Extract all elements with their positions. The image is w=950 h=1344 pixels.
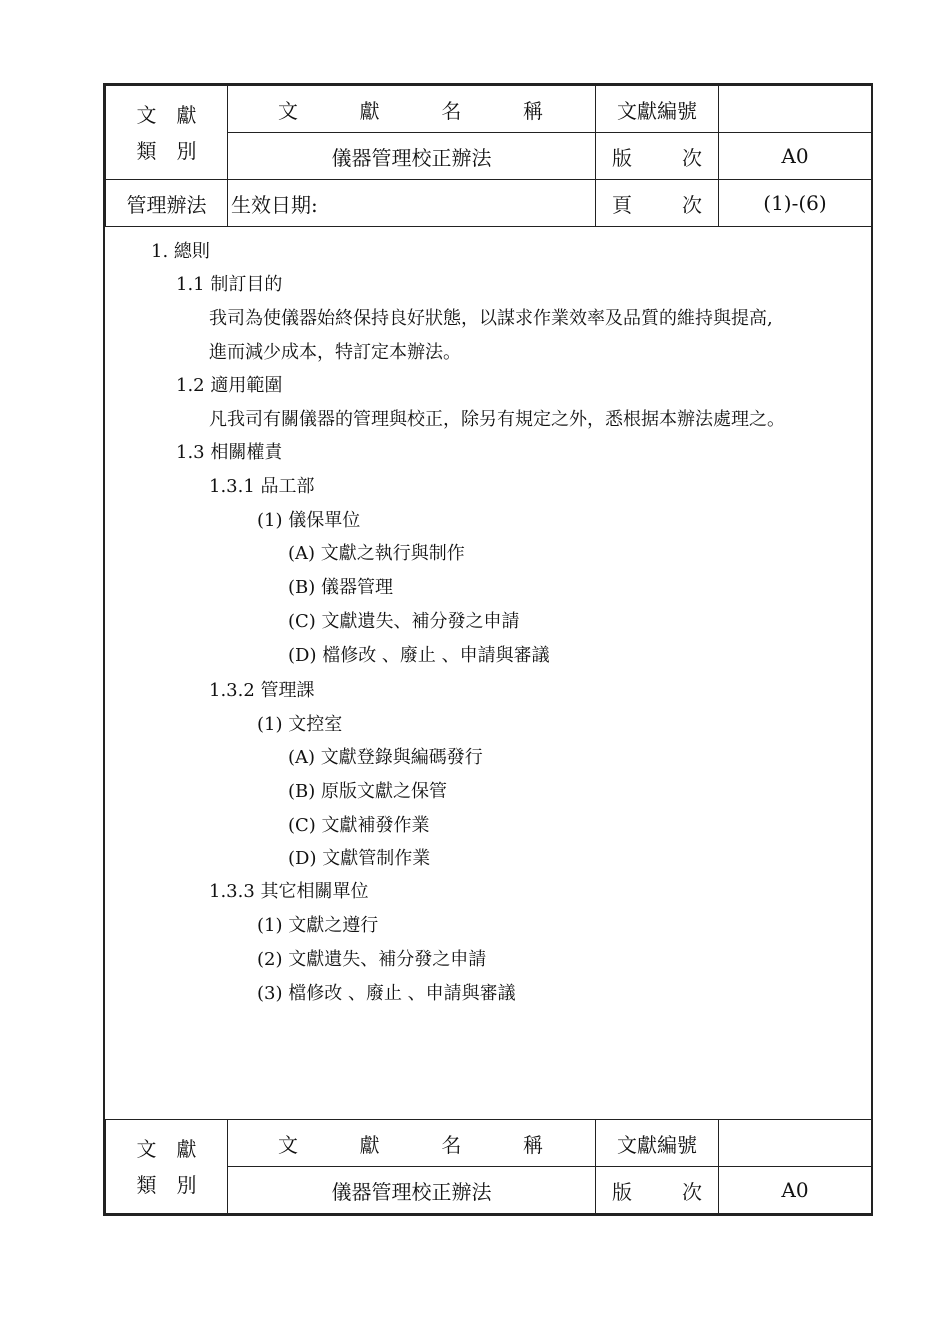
name-label-char: 稱 bbox=[522, 98, 543, 123]
version-label-char: 次 bbox=[682, 145, 702, 170]
list-item: (A) 文獻之執行與制作 bbox=[288, 543, 465, 564]
list-item: (D) 文獻管制作業 bbox=[288, 848, 431, 869]
list-item: (1) 文獻之遵行 bbox=[257, 915, 379, 936]
list-item: (A) 文獻登錄與編碼發行 bbox=[288, 747, 483, 768]
subsection-heading: 1.2 適用範圍 bbox=[176, 375, 283, 396]
version-label-cell bbox=[596, 133, 719, 180]
list-item: (B) 儀器管理 bbox=[288, 577, 393, 598]
name-label-char: 獻 bbox=[359, 1132, 380, 1157]
name-label-char: 名 bbox=[441, 1132, 462, 1157]
version-label-char: 次 bbox=[682, 1179, 702, 1204]
list-item: (1) 文控室 bbox=[257, 714, 343, 735]
name-label-char: 文 bbox=[278, 1132, 298, 1157]
header-table bbox=[105, 85, 872, 227]
list-item: (1) 儀保單位 bbox=[257, 510, 361, 531]
paragraph-line: 我司為使儀器始終保持良好狀態，以謀求作業效率及品質的維持與提高, bbox=[209, 308, 773, 329]
name-label-char: 獻 bbox=[359, 98, 380, 123]
footer-table bbox=[105, 1119, 872, 1214]
page-value: (1)-(6) bbox=[719, 180, 872, 227]
category-label-line2: 類 別 bbox=[136, 138, 197, 163]
doc-number-label: 文獻編號 bbox=[596, 1120, 719, 1167]
paragraph-line: 凡我司有關儀器的管理與校正，除另有規定之外，悉根据本辦法處理之。 bbox=[209, 409, 785, 430]
list-item: (D) 檔修改 、廢止 、申請與審議 bbox=[288, 645, 550, 666]
subsubsection-heading: 1.3.2 管理課 bbox=[209, 680, 315, 701]
section-heading: 1. 總則 bbox=[151, 241, 210, 262]
page-label-cell bbox=[596, 180, 719, 227]
list-item: (3) 檔修改 、廢止 、申請與審議 bbox=[257, 983, 516, 1004]
version-label-cell bbox=[596, 1167, 719, 1214]
subsection-heading: 1.1 制訂目的 bbox=[176, 274, 283, 295]
category-label-line2: 類 別 bbox=[136, 1172, 197, 1197]
doc-number-value bbox=[719, 1120, 872, 1167]
list-item: (C) 文獻補發作業 bbox=[288, 815, 430, 836]
page-label-char: 頁 bbox=[612, 192, 632, 217]
version-value: A0 bbox=[719, 133, 872, 180]
doc-number-value bbox=[719, 86, 872, 133]
subsection-heading: 1.3 相關權責 bbox=[176, 442, 283, 463]
category-label-line1: 文 獻 bbox=[136, 1136, 197, 1161]
list-item: (2) 文獻遺失、補分發之申請 bbox=[257, 949, 487, 970]
category-value: 管理辦法 bbox=[106, 180, 228, 227]
name-label-char: 文 bbox=[278, 98, 298, 123]
effective-date-label: 生效日期: bbox=[228, 180, 596, 227]
name-label-cell bbox=[228, 86, 596, 133]
version-label-char: 版 bbox=[612, 145, 632, 170]
subsubsection-heading: 1.3.1 品工部 bbox=[209, 476, 315, 497]
version-value: A0 bbox=[719, 1167, 872, 1214]
list-item: (B) 原版文獻之保管 bbox=[288, 781, 447, 802]
name-label-cell bbox=[228, 1120, 596, 1167]
paragraph-line: 進而減少成本，特訂定本辦法。 bbox=[209, 342, 461, 363]
version-label-char: 版 bbox=[612, 1179, 632, 1204]
category-label-line1: 文 獻 bbox=[136, 102, 197, 127]
name-label-char: 稱 bbox=[522, 1132, 543, 1157]
doc-title: 儀器管理校正辦法 bbox=[228, 1167, 596, 1214]
name-label-char: 名 bbox=[441, 98, 462, 123]
subsubsection-heading: 1.3.3 其它相關單位 bbox=[209, 881, 369, 902]
page-label-char: 次 bbox=[682, 192, 702, 217]
doc-title: 儀器管理校正辦法 bbox=[228, 133, 596, 180]
list-item: (C) 文獻遺失、補分發之申請 bbox=[288, 611, 520, 632]
document-frame bbox=[103, 83, 873, 1216]
doc-number-label: 文獻編號 bbox=[596, 86, 719, 133]
category-label-cell bbox=[106, 86, 228, 180]
category-label-cell bbox=[106, 1120, 228, 1214]
